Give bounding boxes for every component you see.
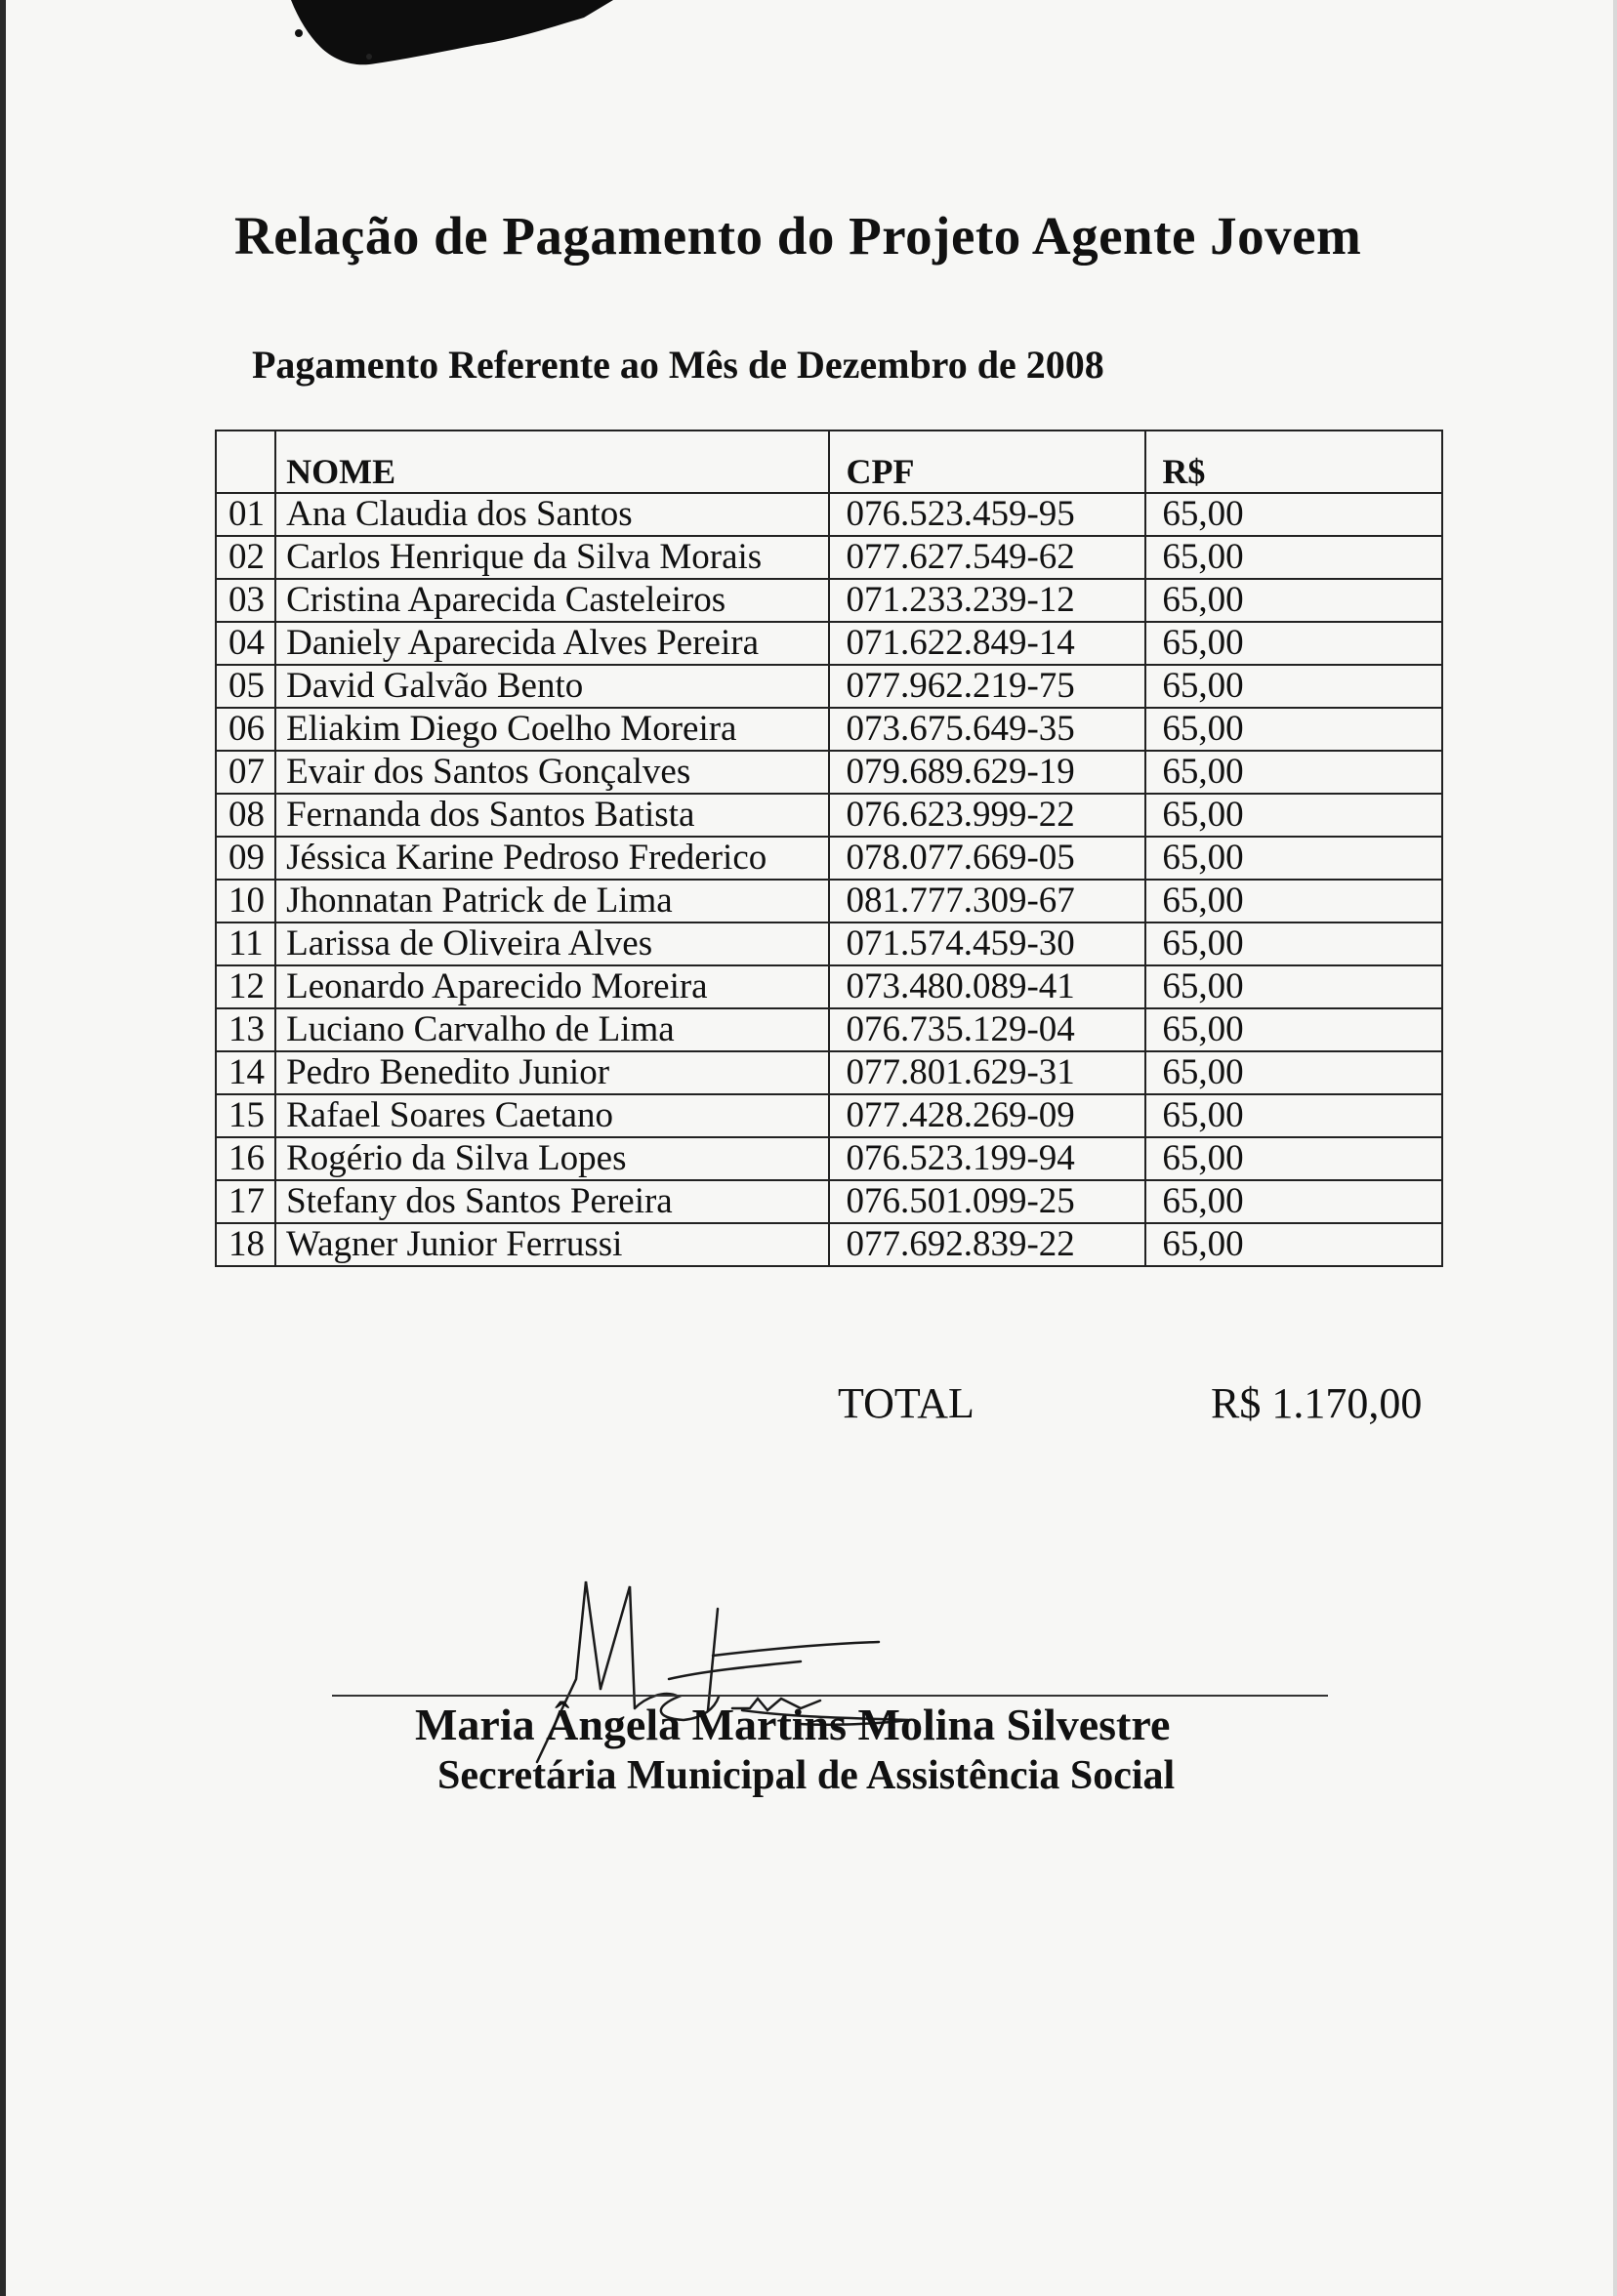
row-value: 65,00	[1145, 493, 1442, 536]
row-value: 65,00	[1145, 622, 1442, 665]
row-cpf: 076.735.129-04	[829, 1008, 1145, 1051]
row-value: 65,00	[1145, 1094, 1442, 1137]
table-row	[216, 837, 1442, 880]
row-value: 65,00	[1145, 1223, 1442, 1266]
table-row	[216, 536, 1442, 579]
row-cpf: 071.574.459-30	[829, 922, 1145, 965]
total-value: R$ 1.170,00	[1211, 1379, 1423, 1427]
row-name: Cristina Aparecida Casteleiros	[275, 579, 829, 622]
row-number: 13	[216, 1008, 275, 1051]
row-number: 02	[216, 536, 275, 579]
table-row	[216, 622, 1442, 665]
row-cpf: 073.675.649-35	[829, 708, 1145, 751]
scan-edge-right	[1613, 0, 1617, 2296]
row-value: 65,00	[1145, 880, 1442, 922]
table-row	[216, 1051, 1442, 1094]
row-cpf: 077.801.629-31	[829, 1051, 1145, 1094]
row-name: Larissa de Oliveira Alves	[275, 922, 829, 965]
row-number: 18	[216, 1223, 275, 1266]
row-value: 65,00	[1145, 837, 1442, 880]
row-value: 65,00	[1145, 1180, 1442, 1223]
row-value: 65,00	[1145, 922, 1442, 965]
row-name: Leonardo Aparecido Moreira	[275, 965, 829, 1008]
row-name: Luciano Carvalho de Lima	[275, 1008, 829, 1051]
table-row	[216, 751, 1442, 794]
table-row	[216, 708, 1442, 751]
row-name: Fernanda dos Santos Batista	[275, 794, 829, 837]
row-name: Ana Claudia dos Santos	[275, 493, 829, 536]
row-cpf: 071.233.239-12	[829, 579, 1145, 622]
row-number: 01	[216, 493, 275, 536]
row-number: 06	[216, 708, 275, 751]
signature-line	[332, 1695, 1328, 1697]
header-num	[216, 430, 275, 493]
row-cpf: 077.692.839-22	[829, 1223, 1145, 1266]
row-name: Pedro Benedito Junior	[275, 1051, 829, 1094]
header-name: NOME	[275, 430, 829, 493]
row-value: 65,00	[1145, 1008, 1442, 1051]
row-name: Carlos Henrique da Silva Morais	[275, 536, 829, 579]
row-name: Wagner Junior Ferrussi	[275, 1223, 829, 1266]
row-cpf: 076.623.999-22	[829, 794, 1145, 837]
table-row	[216, 1008, 1442, 1051]
scan-edge-left	[0, 0, 6, 2296]
row-cpf: 077.962.219-75	[829, 665, 1145, 708]
signatory-name: Maria Ângela Martins Molina Silvestre	[415, 1700, 1171, 1749]
row-number: 05	[216, 665, 275, 708]
row-name: David Galvão Bento	[275, 665, 829, 708]
table-row	[216, 1137, 1442, 1180]
total-label: TOTAL	[838, 1379, 974, 1427]
table-row	[216, 880, 1442, 922]
row-name: Jhonnatan Patrick de Lima	[275, 880, 829, 922]
ink-blot-icon	[291, 0, 613, 68]
row-cpf: 079.689.629-19	[829, 751, 1145, 794]
row-number: 04	[216, 622, 275, 665]
row-cpf: 076.523.459-95	[829, 493, 1145, 536]
row-name: Daniely Aparecida Alves Pereira	[275, 622, 829, 665]
header-value: R$	[1145, 430, 1442, 493]
row-number: 11	[216, 922, 275, 965]
row-name: Evair dos Santos Gonçalves	[275, 751, 829, 794]
table-row	[216, 965, 1442, 1008]
row-number: 09	[216, 837, 275, 880]
row-number: 07	[216, 751, 275, 794]
row-name: Jéssica Karine Pedroso Frederico	[275, 837, 829, 880]
row-number: 12	[216, 965, 275, 1008]
table-row	[216, 1094, 1442, 1137]
table-row	[216, 665, 1442, 708]
payment-table	[215, 430, 1443, 1267]
row-value: 65,00	[1145, 708, 1442, 751]
row-number: 15	[216, 1094, 275, 1137]
document-title: Relação de Pagamento do Projeto Agente Jovem	[234, 206, 1362, 266]
signatory-role: Secretária Municipal de Assistência Social	[437, 1753, 1176, 1798]
row-value: 65,00	[1145, 579, 1442, 622]
row-cpf: 076.523.199-94	[829, 1137, 1145, 1180]
row-name: Eliakim Diego Coelho Moreira	[275, 708, 829, 751]
row-number: 16	[216, 1137, 275, 1180]
table-row	[216, 579, 1442, 622]
table-row	[216, 922, 1442, 965]
row-value: 65,00	[1145, 794, 1442, 837]
row-cpf: 081.777.309-67	[829, 880, 1145, 922]
row-value: 65,00	[1145, 965, 1442, 1008]
document-subtitle: Pagamento Referente ao Mês de Dezembro de 2008	[252, 343, 1104, 387]
row-cpf: 077.428.269-09	[829, 1094, 1145, 1137]
row-value: 65,00	[1145, 536, 1442, 579]
row-number: 08	[216, 794, 275, 837]
row-number: 10	[216, 880, 275, 922]
row-name: Stefany dos Santos Pereira	[275, 1180, 829, 1223]
row-cpf: 076.501.099-25	[829, 1180, 1145, 1223]
table-header-row	[216, 430, 1442, 493]
row-cpf: 071.622.849-14	[829, 622, 1145, 665]
row-value: 65,00	[1145, 1051, 1442, 1094]
row-number: 17	[216, 1180, 275, 1223]
table-row	[216, 1180, 1442, 1223]
row-number: 14	[216, 1051, 275, 1094]
table-row	[216, 1223, 1442, 1266]
row-name: Rafael Soares Caetano	[275, 1094, 829, 1137]
row-value: 65,00	[1145, 751, 1442, 794]
header-cpf: CPF	[829, 430, 1145, 493]
row-cpf: 077.627.549-62	[829, 536, 1145, 579]
table-row	[216, 794, 1442, 837]
row-cpf: 078.077.669-05	[829, 837, 1145, 880]
row-number: 03	[216, 579, 275, 622]
row-value: 65,00	[1145, 1137, 1442, 1180]
row-value: 65,00	[1145, 665, 1442, 708]
table-row	[216, 493, 1442, 536]
row-name: Rogério da Silva Lopes	[275, 1137, 829, 1180]
row-cpf: 073.480.089-41	[829, 965, 1145, 1008]
